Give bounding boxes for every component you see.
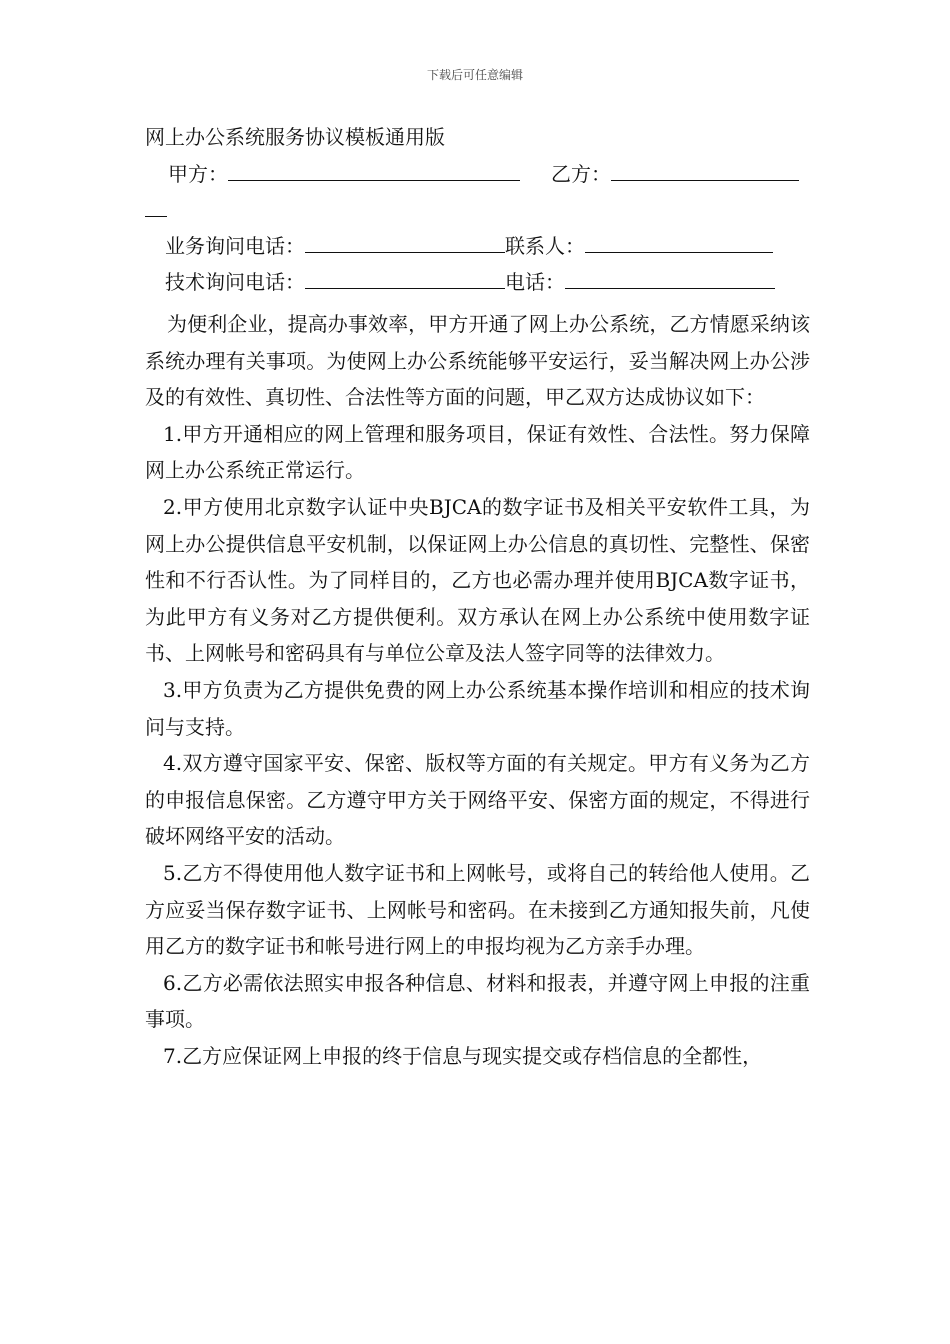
- party-b-field: [551, 160, 799, 187]
- business-phone-blank: [305, 232, 505, 253]
- party-b-label: 乙方：: [551, 162, 611, 186]
- contact-label: 联系人：: [505, 234, 585, 258]
- agreement-body: [145, 306, 810, 1074]
- party-a-blank: [228, 160, 520, 181]
- party-a-label: 甲方：: [168, 162, 228, 186]
- clause-7: 7.乙方应保证网上申报的终于信息与现实提交或存档信息的全都性，: [163, 1043, 763, 1068]
- party-a-field: [168, 160, 520, 187]
- clause-5: 5.乙方不得使用他人数字证书和上网帐号，或将自己的转给他人使用。乙方应妥当保存数字证书、上网帐号和密码。在未接到乙方通知报失前，凡使用乙方的数字证书和帐号进行网上的申报均视为乙方亲手办理。: [145, 860, 810, 959]
- header-note: 下载后可任意编辑: [426, 68, 523, 82]
- business-phone-field: [165, 232, 773, 259]
- intro-paragraph: 为便利企业，提高办事效率，甲方开通了网上办公系统，乙方情愿采纳该系统办理有关事项。为使网上办公系统能够平安运行，妥当解决网上办公涉及的有效性、真切性、合法性等方面的问题，甲乙双方达成协议如下：: [145, 312, 810, 410]
- party-b-blank-wrap: [145, 196, 167, 217]
- clause-6: 6.乙方必需依法照实申报各种信息、材料和报表，并遵守网上申报的注重事项。: [145, 970, 810, 1032]
- party-b-blank: [611, 160, 799, 181]
- document-title: 网上办公系统服务协议模板通用版: [145, 125, 445, 149]
- tech-phone-label: 技术询问电话：: [165, 270, 305, 294]
- contact-blank: [585, 232, 773, 253]
- clause-1: 1.甲方开通相应的网上管理和服务项目，保证有效性、合法性。努力保障网上办公系统正常运行。: [145, 421, 810, 483]
- party-b-blank-continued: [145, 196, 167, 223]
- phone-blank: [565, 268, 775, 289]
- tech-phone-field: [165, 268, 775, 295]
- clause-4: 4.双方遵守国家平安、保密、版权等方面的有关规定。甲方有义务为乙方的申报信息保密。乙方遵守甲方关于网络平安、保密方面的规定，不得进行破坏网络平安的活动。: [145, 751, 810, 849]
- tech-phone-blank: [305, 268, 505, 289]
- clause-2: 2.甲方使用北京数字认证中央BJCA的数字证书及相关平安软件工具，为网上办公提供信息平安机制，以保证网上办公信息的真切性、完整性、保密性和不行否认性。为了同样目的，乙方也必需办理并使用BJCA数字证书，为此甲方有义务对乙方提供便利。双方承认在网上办公系统中使用数字证书、上网帐号和密码具有与单位公章及法人签字同等的法律效力。: [145, 494, 810, 666]
- business-phone-label: 业务询问电话：: [165, 234, 305, 258]
- clause-3: 3.甲方负责为乙方提供免费的网上办公系统基本操作培训和相应的技术询问与支持。: [145, 677, 810, 739]
- phone-label: 电话：: [505, 270, 565, 294]
